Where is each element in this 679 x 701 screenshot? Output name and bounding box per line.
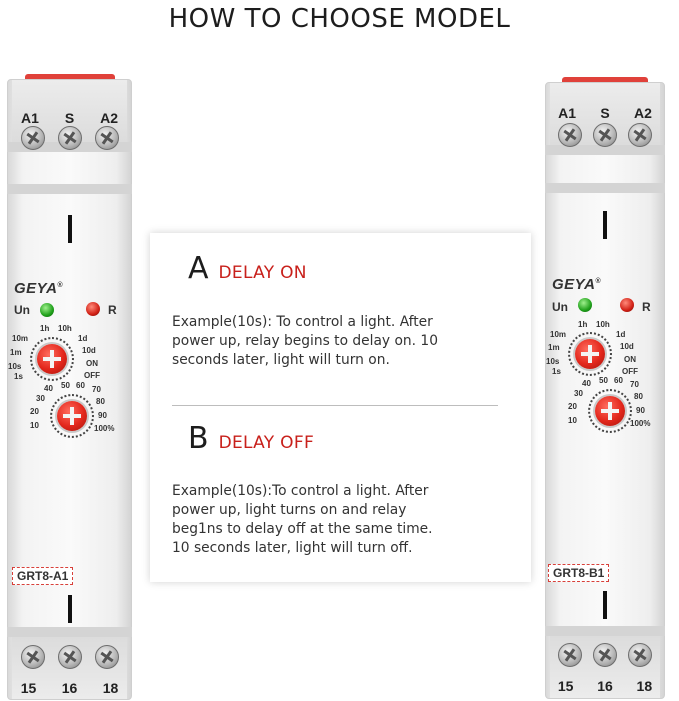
screw-terminal-icon[interactable] xyxy=(558,643,582,667)
description-line: power up, relay begins to delay on. 10 xyxy=(172,333,438,349)
slot-marker xyxy=(603,591,607,619)
time-range-knob[interactable] xyxy=(575,339,605,369)
scale-label: 10d xyxy=(620,342,634,351)
scale-label: 10m xyxy=(12,334,29,343)
mode-letter: A xyxy=(188,251,209,286)
page-title: HOW TO CHOOSE MODEL xyxy=(168,4,511,34)
mode-name: DELAY OFF xyxy=(218,433,315,453)
scale-label: 10d xyxy=(82,346,96,355)
bottom-terminal-labels xyxy=(8,680,131,696)
model-label: GRT8-A1 xyxy=(12,567,73,585)
led-label-r: R xyxy=(642,300,651,314)
scale-label: 70 xyxy=(92,385,101,394)
scale-label: 90 xyxy=(98,411,107,420)
slot-marker xyxy=(68,595,72,623)
bottom-terminals xyxy=(546,643,664,667)
terminal-label: S xyxy=(64,110,75,126)
scale-label: 30 xyxy=(36,394,45,403)
scale-label: 10h xyxy=(596,320,610,329)
green-led-icon xyxy=(40,303,54,317)
scale-label: 10 xyxy=(30,421,39,430)
top-terminal-labels xyxy=(546,105,664,121)
time-range-knob[interactable] xyxy=(37,344,67,374)
description-line: power up, light turns on and relay xyxy=(172,502,407,518)
brand-logo: GEYA® xyxy=(14,280,64,297)
relay-device-grt8-a1 xyxy=(7,74,132,700)
scale-label: 40 xyxy=(44,384,53,393)
scale-label: 10s xyxy=(8,362,22,371)
top-terminals xyxy=(546,123,664,147)
terminal-label: S xyxy=(600,105,610,121)
terminal-label: A1 xyxy=(20,110,39,126)
red-led-icon xyxy=(620,298,634,312)
terminal-label: A1 xyxy=(558,105,577,121)
scale-label: 1h xyxy=(578,320,588,329)
screw-terminal-icon[interactable] xyxy=(593,123,617,147)
scale-label: 1d xyxy=(78,334,88,343)
terminal-label: A2 xyxy=(633,105,652,121)
scale-label: 100% xyxy=(630,419,651,428)
scale-label: 50 xyxy=(61,381,70,390)
scale-label: 50 xyxy=(599,376,608,385)
scale-label: 10h xyxy=(58,324,72,333)
scale-label: 1m xyxy=(10,348,22,357)
terminal-label: A2 xyxy=(100,110,118,126)
scale-label: 1h xyxy=(40,324,50,333)
scale-label: 1m xyxy=(548,343,560,352)
model-label: GRT8-B1 xyxy=(548,564,609,582)
scale-label: 100% xyxy=(94,424,115,433)
scale-label: 10s xyxy=(546,357,560,366)
scale-label: 60 xyxy=(614,376,623,385)
screw-terminal-icon[interactable] xyxy=(21,126,45,150)
terminal-label: 15 xyxy=(20,680,37,696)
led-label-r: R xyxy=(108,303,117,317)
scale-label: 1s xyxy=(552,367,561,376)
terminal-label: 18 xyxy=(102,680,119,696)
scale-label: ON xyxy=(86,359,98,368)
scale-label: 1d xyxy=(616,330,626,339)
scale-label: 10m xyxy=(550,330,567,339)
scale-label: 40 xyxy=(582,379,591,388)
scale-label: 80 xyxy=(634,392,643,401)
percent-knob[interactable] xyxy=(595,396,625,426)
led-label-un: Un xyxy=(14,303,30,317)
mode-name: DELAY ON xyxy=(218,263,307,283)
scale-label: 60 xyxy=(76,381,85,390)
terminal-label: 16 xyxy=(61,680,78,696)
scale-label: OFF xyxy=(84,371,100,380)
led-label-un: Un xyxy=(552,300,568,314)
bottom-terminals xyxy=(8,645,131,669)
mode-a-description xyxy=(172,313,517,370)
mode-a-heading xyxy=(188,251,307,286)
mode-b-heading xyxy=(188,421,314,456)
slot-marker xyxy=(68,215,72,243)
scale-label: 20 xyxy=(568,402,577,411)
relay-device-grt8-b1 xyxy=(545,77,665,699)
scale-label: 80 xyxy=(96,397,105,406)
red-led-icon xyxy=(86,302,100,316)
brand-logo: GEYA® xyxy=(552,276,602,293)
slot-marker xyxy=(603,211,607,239)
screw-terminal-icon[interactable] xyxy=(58,645,82,669)
description-line: 10 seconds later, light will turn off. xyxy=(172,540,413,556)
percent-knob[interactable] xyxy=(57,401,87,431)
scale-label: 20 xyxy=(30,407,39,416)
top-terminals xyxy=(8,126,131,150)
scale-label: 1s xyxy=(14,372,23,381)
description-line: Example(10s):To control a light. After xyxy=(172,483,429,499)
mode-letter: B xyxy=(188,421,209,456)
screw-terminal-icon[interactable] xyxy=(628,123,652,147)
mode-b-description xyxy=(172,482,517,558)
mode-info-card xyxy=(150,233,531,582)
screw-terminal-icon[interactable] xyxy=(58,126,82,150)
description-line: seconds later, light will turn on. xyxy=(172,352,390,368)
green-led-icon xyxy=(578,298,592,312)
screw-terminal-icon[interactable] xyxy=(628,643,652,667)
scale-label: OFF xyxy=(622,367,638,376)
bottom-terminal-labels xyxy=(546,678,664,694)
terminal-label: 15 xyxy=(557,678,574,694)
scale-label: 90 xyxy=(636,406,645,415)
screw-terminal-icon[interactable] xyxy=(558,123,582,147)
screw-terminal-icon[interactable] xyxy=(593,643,617,667)
scale-label: 10 xyxy=(568,416,577,425)
terminal-label: 16 xyxy=(597,678,613,694)
screw-terminal-icon[interactable] xyxy=(95,126,119,150)
screw-terminal-icon[interactable] xyxy=(95,645,119,669)
scale-label: 70 xyxy=(630,380,639,389)
scale-label: ON xyxy=(624,355,636,364)
divider xyxy=(172,405,498,406)
top-terminal-labels xyxy=(8,110,131,126)
relay-housing xyxy=(7,79,132,700)
screw-terminal-icon[interactable] xyxy=(21,645,45,669)
description-line: beg1ns to delay off at the same time. xyxy=(172,521,433,537)
relay-housing xyxy=(545,82,665,699)
terminal-label: 18 xyxy=(636,678,653,694)
description-line: Example(10s): To control a light. After xyxy=(172,314,433,330)
scale-label: 30 xyxy=(574,389,583,398)
